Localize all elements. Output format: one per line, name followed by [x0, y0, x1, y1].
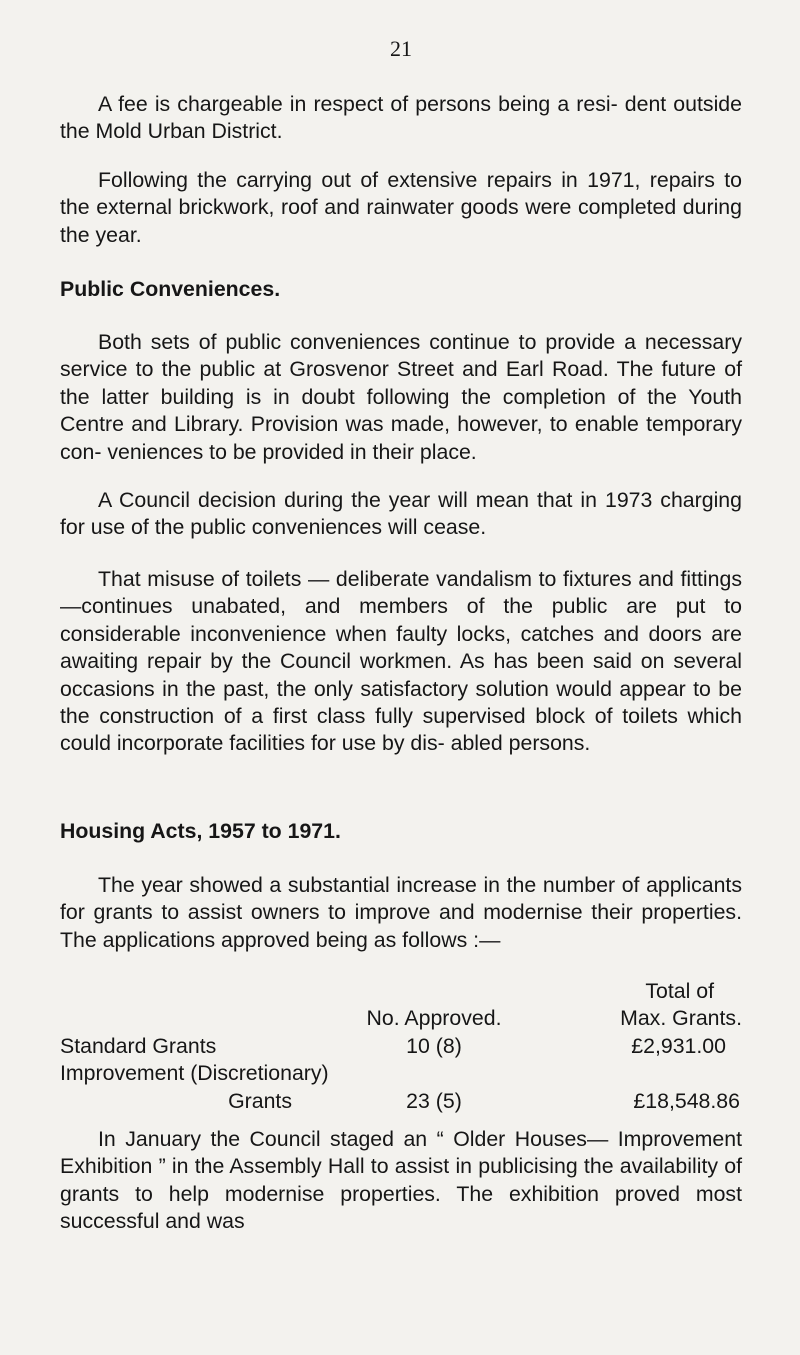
heading-public-conveniences — [60, 276, 742, 303]
paragraph-text: In January the Council staged an “ Older Houses— Improvement Exhibition ” in the Assembly Hall to assist in publicising the availability of grants to help modernise properties. The exhibition proved most successful and was — [60, 1127, 742, 1234]
header-total-of: Total of — [645, 979, 714, 1003]
row-label: Grants — [228, 1088, 292, 1113]
paragraph-text: Following the carrying out of extensive repairs in 1971, repairs to the external brickwork, roof and rainwater goods were completed during the year. — [60, 168, 742, 247]
paragraph-housing — [60, 872, 742, 954]
section-heading: Public Conveniences. — [60, 277, 281, 301]
paragraph-council-decision — [60, 487, 742, 542]
paragraph-misuse — [60, 566, 742, 758]
row-no-approved: 10 (8) — [406, 1033, 462, 1058]
paragraph-exhibition — [60, 1126, 742, 1236]
header-no-approved: No. Approved. — [366, 1006, 502, 1031]
page-number: 21 — [390, 36, 412, 61]
row-no-approved: 23 (5) — [406, 1088, 462, 1113]
row-total: £18,548.86 — [633, 1088, 740, 1113]
paragraph-fee — [60, 91, 742, 146]
table-header-row — [60, 978, 742, 1005]
grants-table — [60, 978, 742, 1115]
section-heading: Housing Acts, 1957 to 1971. — [60, 819, 341, 843]
paragraph-text: Both sets of public conveniences continue to provide a necessary service to the public at Grosvenor Street and Earl Road. The future of the latter building is in doubt following the completion of the Youth Centre and Library. Provision was made, however, to enable temporary con- veniences to be provided in their place. — [60, 330, 742, 464]
paragraph-text: That misuse of toilets — deliberate vandalism to fixtures and fittings—continues unabated, and members of the public are put to considerable inconvenience when faulty locks, catches and doors are awaiting repair by the Council workmen. As has been said on several occasions in the past, the only satisfactory solution would appear to be the construction of a first class fully supervised block of toilets which could incorporate facilities for use by dis- abled persons. — [60, 567, 742, 756]
heading-housing-acts — [60, 818, 742, 845]
paragraph-conveniences — [60, 329, 742, 466]
paragraph-text: A Council decision during the year will mean that in 1973 charging for use of the public conveniences will cease. — [60, 488, 742, 540]
table-row — [60, 1088, 742, 1115]
paragraph-repairs — [60, 167, 742, 249]
header-max-grants: Max. Grants. — [620, 1006, 742, 1031]
table-row — [60, 1060, 742, 1087]
table-header-row — [60, 1005, 742, 1032]
paragraph-text: A fee is chargeable in respect of persons being a resi- dent outside the Mold Urban District. — [60, 92, 742, 144]
paragraph-text: The year showed a substantial increase in the number of applicants for grants to assist owners to improve and modernise their properties. The applications approved being as follows :— — [60, 873, 742, 952]
row-label: Improvement (Discretionary) — [60, 1061, 329, 1086]
row-total: £2,931.00 — [631, 1033, 726, 1058]
table-row — [60, 1033, 742, 1060]
row-label: Standard Grants — [60, 1033, 217, 1058]
